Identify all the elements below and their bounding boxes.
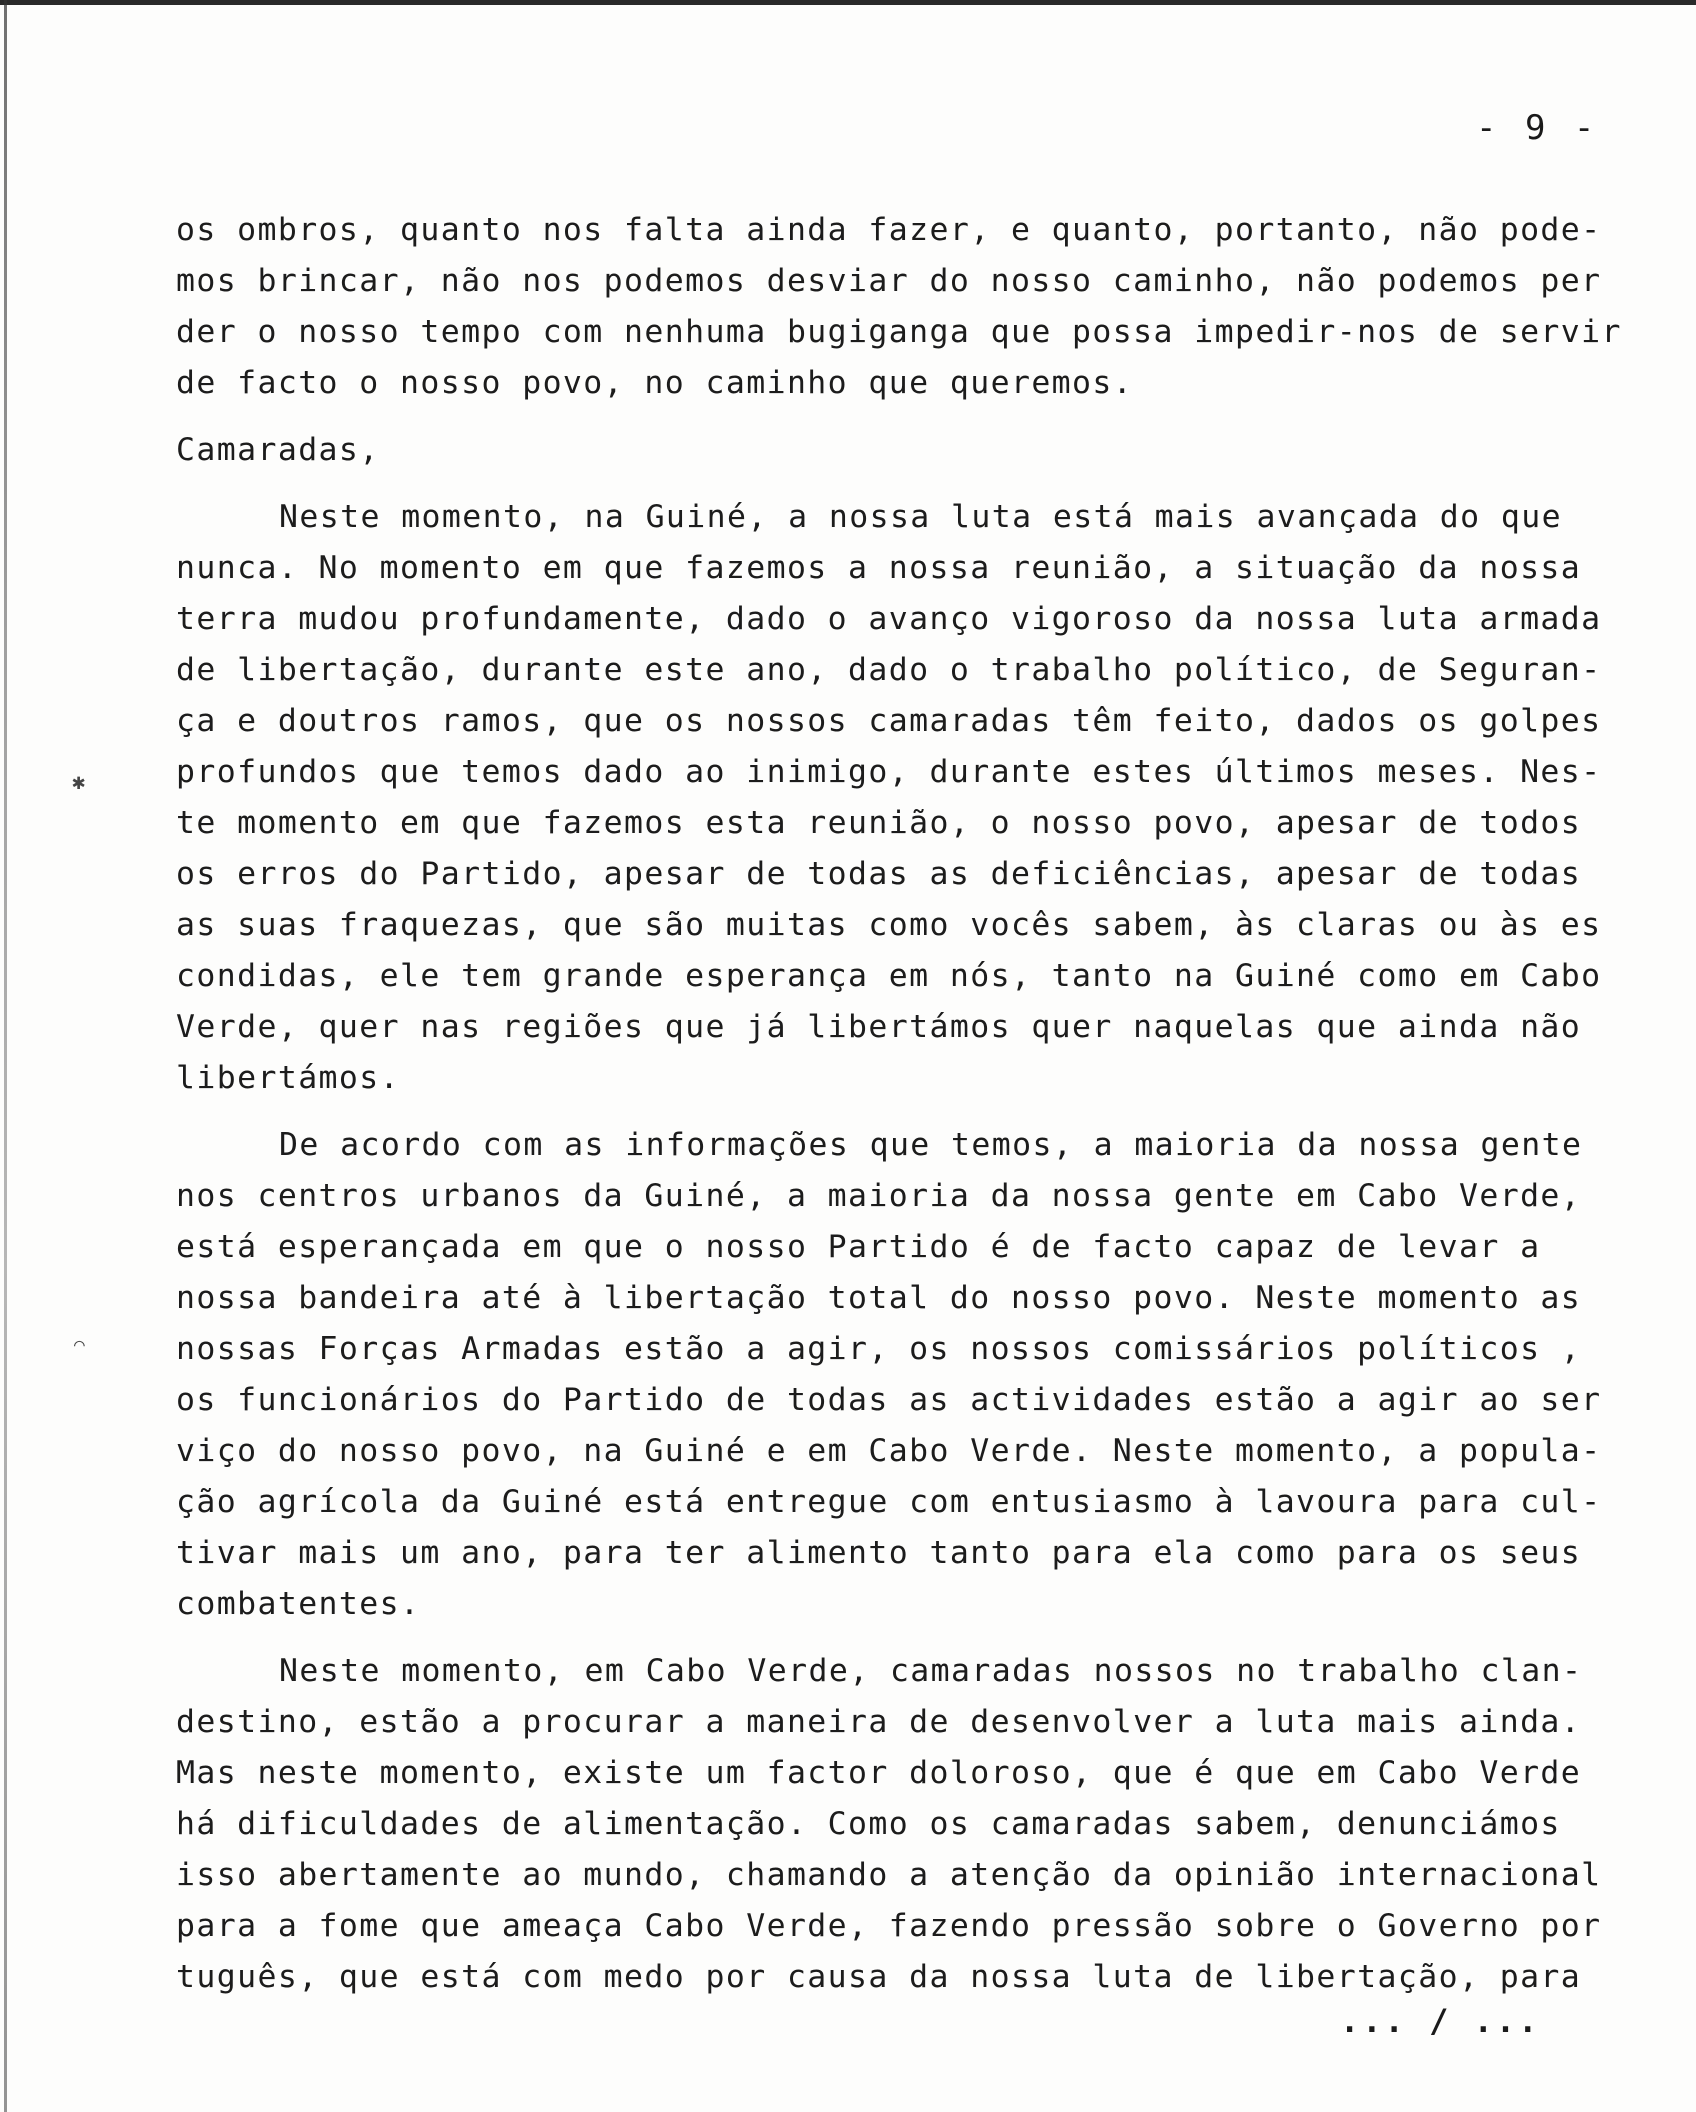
text-line: te momento em que fazemos esta reunião, o nosso povo, apesar de todos xyxy=(176,805,1582,841)
text-line: nossas Forças Armadas estão a agir, os nossos comissários políticos , xyxy=(176,1331,1582,1367)
scan-top-edge xyxy=(0,0,1696,5)
paragraph xyxy=(176,1646,1646,2003)
paragraph xyxy=(176,492,1646,1104)
text-line: as suas fraquezas, que são muitas como vocês sabem, às claras ou às es xyxy=(176,907,1602,943)
scan-speck: ⌒ xyxy=(74,1334,85,1355)
scan-left-edge xyxy=(4,0,7,2112)
text-line: Verde, quer nas regiões que já libertámos quer naquelas que ainda não xyxy=(176,1009,1582,1045)
text-line: isso abertamente ao mundo, chamando a atenção da opinião internacional xyxy=(176,1857,1602,1893)
text-line: mos brincar, não nos podemos desviar do nosso caminho, não podemos per xyxy=(176,263,1602,299)
salutation xyxy=(176,425,1646,476)
text-line: Neste momento, na Guiné, a nossa luta está mais avançada do que xyxy=(279,499,1562,535)
continuation-mark: ... / ... xyxy=(1340,2002,1541,2040)
paragraph xyxy=(176,1120,1646,1630)
text-line: nos centros urbanos da Guiné, a maioria da nossa gente em Cabo Verde, xyxy=(176,1178,1582,1214)
text-line: os erros do Partido, apesar de todas as deficiências, apesar de todas xyxy=(176,856,1582,892)
text-line: para a fome que ameaça Cabo Verde, fazendo pressão sobre o Governo por xyxy=(176,1908,1602,1944)
text-line: está esperançada em que o nosso Partido é de facto capaz de levar a xyxy=(176,1229,1541,1265)
text-line: de libertação, durante este ano, dado o trabalho político, de Seguran- xyxy=(176,652,1602,688)
text-line: Mas neste momento, existe um factor doloroso, que é que em Cabo Verde xyxy=(176,1755,1582,1791)
text-line: os ombros, quanto nos falta ainda fazer, e quanto, portanto, não pode- xyxy=(176,212,1602,248)
text-line: nunca. No momento em que fazemos a nossa reunião, a situação da nossa xyxy=(176,550,1582,586)
page-number: - 9 - xyxy=(1476,108,1599,148)
text-line: nossa bandeira até à libertação total do nosso povo. Neste momento as xyxy=(176,1280,1582,1316)
text-line: condidas, ele tem grande esperança em nós, tanto na Guiné como em Cabo xyxy=(176,958,1602,994)
text-line: há dificuldades de alimentação. Como os camaradas sabem, denunciámos xyxy=(176,1806,1561,1842)
text-line: de facto o nosso povo, no caminho que queremos. xyxy=(176,365,1134,401)
document-body xyxy=(176,205,1646,2003)
text-line: tuguês, que está com medo por causa da nossa luta de libertação, para xyxy=(176,1959,1582,1995)
text-line: profundos que temos dado ao inimigo, durante estes últimos meses. Nes- xyxy=(176,754,1602,790)
text-line: terra mudou profundamente, dado o avanço vigoroso da nossa luta armada xyxy=(176,601,1602,637)
text-line: viço do nosso povo, na Guiné e em Cabo Verde. Neste momento, a popula- xyxy=(176,1433,1602,1469)
text-line: De acordo com as informações que temos, a maioria da nossa gente xyxy=(279,1127,1583,1163)
paragraph xyxy=(176,205,1646,409)
text-line: combatentes. xyxy=(176,1586,421,1622)
text-line: os funcionários do Partido de todas as actividades estão a agir ao ser xyxy=(176,1382,1602,1418)
text-line: Camaradas, xyxy=(176,432,380,468)
text-line: destino, estão a procurar a maneira de desenvolver a luta mais ainda. xyxy=(176,1704,1582,1740)
text-line: Neste momento, em Cabo Verde, camaradas nossos no trabalho clan- xyxy=(279,1653,1583,1689)
text-line: tivar mais um ano, para ter alimento tanto para ela como para os seus xyxy=(176,1535,1582,1571)
scan-speck: ✱ xyxy=(72,770,86,795)
text-line: der o nosso tempo com nenhuma bugiganga que possa impedir-nos de servir xyxy=(176,314,1622,350)
text-line: ça e doutros ramos, que os nossos camaradas têm feito, dados os golpes xyxy=(176,703,1602,739)
text-line: libertámos. xyxy=(176,1060,401,1096)
text-line: ção agrícola da Guiné está entregue com entusiasmo à lavoura para cul- xyxy=(176,1484,1602,1520)
